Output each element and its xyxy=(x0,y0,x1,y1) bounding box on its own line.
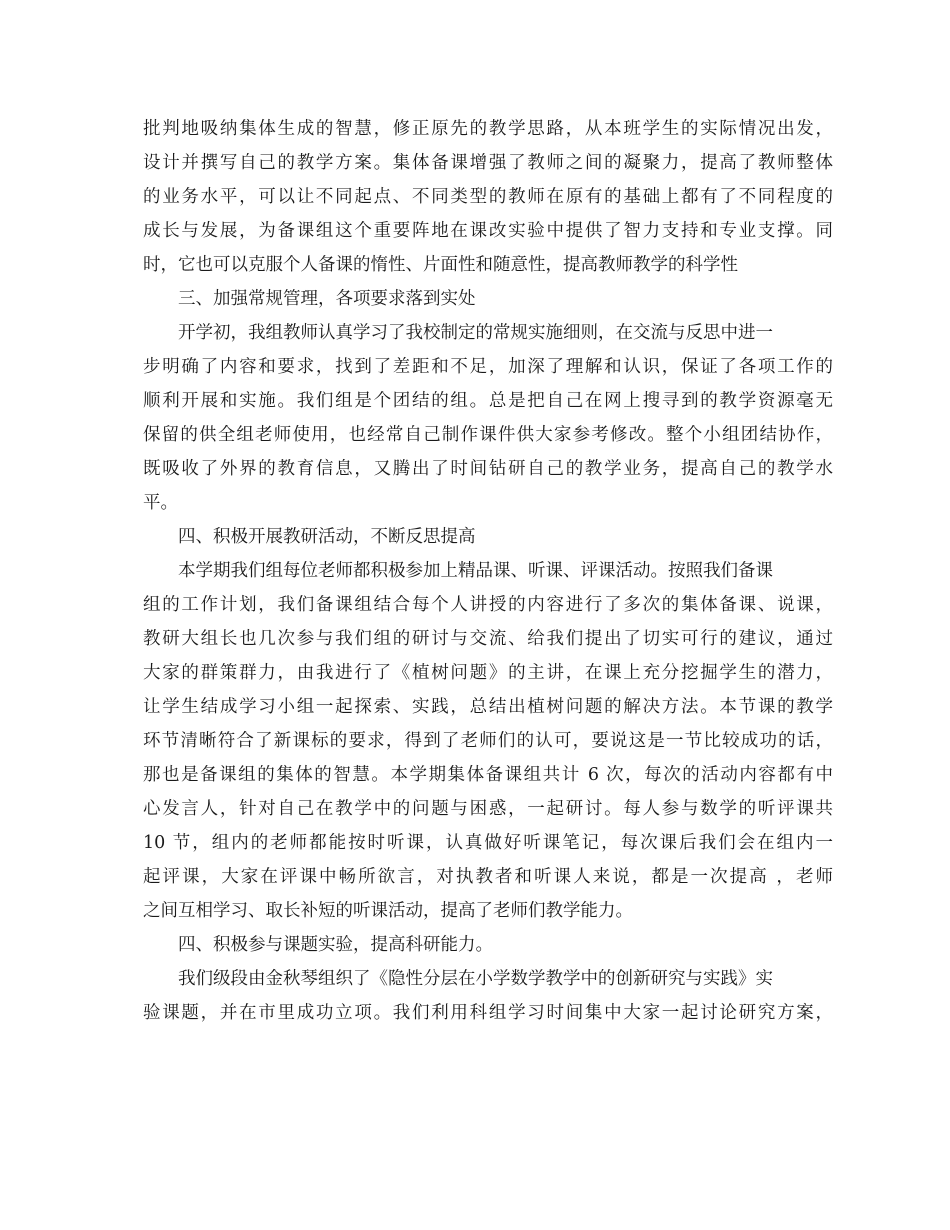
section-heading: 四、积极开展教研活动，不断反思提高 xyxy=(178,527,476,547)
text-line: 设计并撰写自己的教学方案。集体备课增强了教师之间的凝聚力，提高了教师整体 xyxy=(143,153,833,173)
text-line: 开学初，我组教师认真学习了我校制定的常规实施细则，在交流与反思中进一 xyxy=(178,323,773,343)
text-line: 顺利开展和实施。我们组是个团结的组。总是把自己在网上搜寻到的教学资源毫无 xyxy=(143,391,833,411)
text-line: 验课题，并在市里成功立项。我们利用科组学习时间集中大家一起讨论研究方案， xyxy=(143,1003,833,1023)
text-line: 步明确了内容和要求，找到了差距和不足，加深了理解和认识，保证了各项工作的 xyxy=(143,357,833,377)
text-line: 教研大组长也几次参与我们组的研讨与交流、给我们提出了切实可行的建议，通过 xyxy=(143,629,833,649)
text-line: 批判地吸纳集体生成的智慧，修正原先的教学思路，从本班学生的实际情况出发， xyxy=(143,119,833,139)
text-line: 的业务水平，可以让不同起点、不同类型的教师在原有的基础上都有了不同程度的 xyxy=(143,187,833,207)
text-line: 平。 xyxy=(143,493,178,513)
text-line: 本学期我们组每位老师都积极参加上精品课、听课、评课活动。按照我们备课 xyxy=(178,561,773,581)
document-body xyxy=(143,112,833,1030)
text-line: 让学生结成学习小组一起探索、实践，总结出植树问题的解决方法。本节课的教学 xyxy=(143,697,833,717)
text-line: 大家的群策群力，由我进行了《植树问题》的主讲，在课上充分挖掘学生的潜力， xyxy=(143,663,833,683)
section-heading: 四、积极参与课题实验，提高科研能力。 xyxy=(178,935,493,955)
text-line: 组的工作计划，我们备课组结合每个人讲授的内容进行了多次的集体备课、说课， xyxy=(143,595,833,615)
text-line: 那也是备课组的集体的智慧。本学期集体备课组共计 6 次，每次的活动内容都有中 xyxy=(143,765,833,785)
text-line: 起评课，大家在评课中畅所欲言，对执教者和听课人来说，都是一次提高 ，老师 xyxy=(143,867,833,887)
text-line: 成长与发展，为备课组这个重要阵地在课改实验中提供了智力支持和专业支撑。同 xyxy=(143,221,833,241)
text-line: 之间互相学习、取长补短的听课活动，提高了老师们教学能力。 xyxy=(143,901,633,921)
text-line: 既吸收了外界的教育信息，又腾出了时间钻研自己的教学业务，提高自己的教学水 xyxy=(143,459,833,479)
text-line: 环节清晰符合了新课标的要求，得到了老师们的认可，要说这是一节比较成功的话， xyxy=(143,731,833,751)
text-line: 10 节，组内的老师都能按时听课，认真做好听课笔记，每次课后我们会在组内一 xyxy=(143,833,833,853)
text-line: 保留的供全组老师使用，也经常自己制作课件供大家参考修改。整个小组团结协作， xyxy=(143,425,833,445)
section-heading: 三、加强常规管理，各项要求落到实处 xyxy=(178,289,476,309)
text-line: 时，它也可以克服个人备课的惰性、片面性和随意性，提高教师教学的科学性 xyxy=(143,255,738,275)
text-line: 心发言人，针对自己在教学中的问题与困惑，一起研讨。每人参与数学的听评课共 xyxy=(143,799,833,819)
text-line: 我们级段由金秋琴组织了《隐性分层在小学数学教学中的创新研究与实践》实 xyxy=(178,969,773,989)
